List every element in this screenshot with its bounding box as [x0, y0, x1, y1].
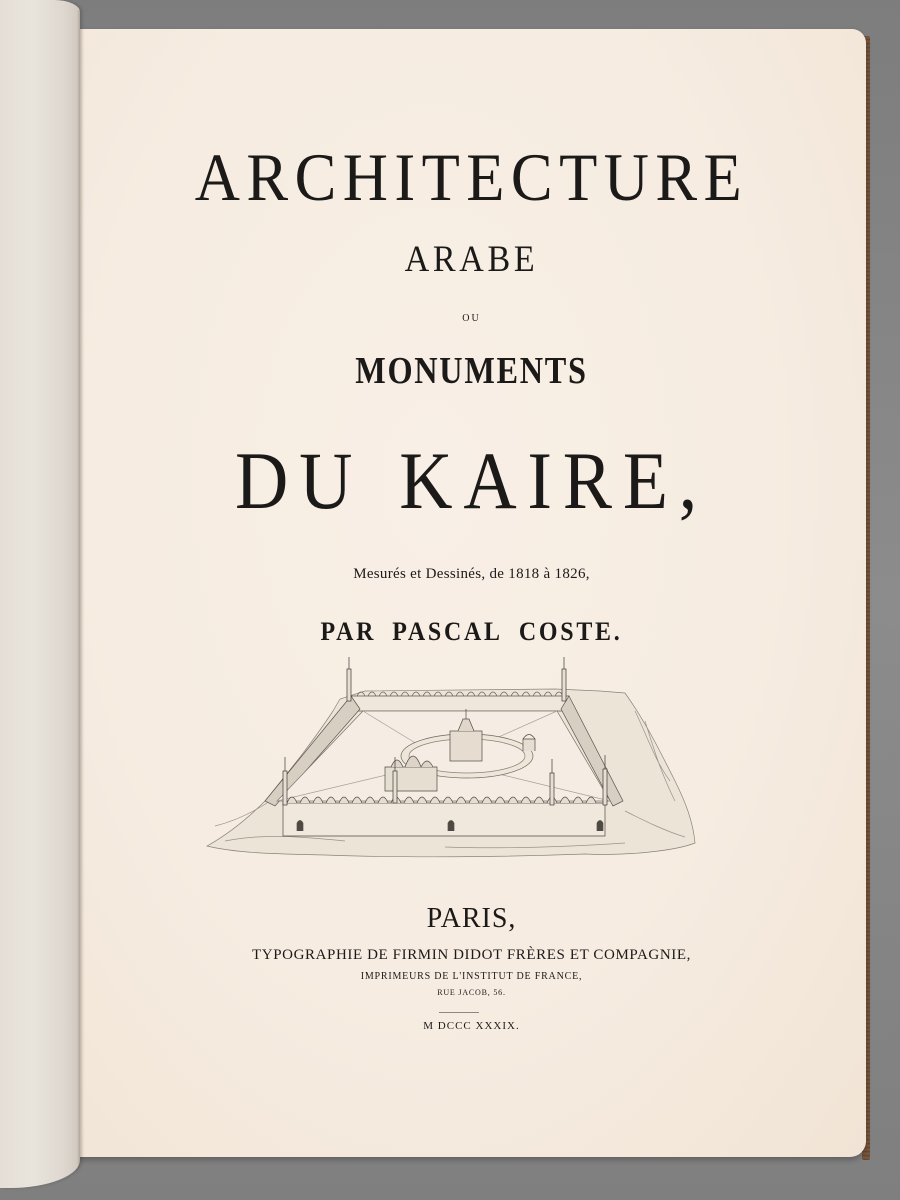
title-page	[77, 29, 866, 1157]
previous-page-curl	[0, 0, 80, 1188]
imprint-date: M DCCC XXXIX.	[423, 1020, 520, 1032]
imprint-printers: IMPRIMEURS DE L'INSTITUT DE FRANCE,	[360, 971, 583, 982]
title-architecture: ARCHITECTURE	[194, 139, 749, 215]
title-monuments: MONUMENTS	[355, 350, 588, 392]
author-prefix: PAR	[320, 617, 377, 646]
title-arabe: ARABE	[404, 239, 539, 280]
title-kaire: KAIRE,	[399, 435, 708, 526]
author-last-name: COSTE.	[518, 617, 623, 646]
author-first-name: PASCAL	[392, 617, 503, 646]
title-du: DU	[235, 435, 364, 526]
subtitle-measured-drawn: Mesurés et Dessinés, de 1818 à 1826,	[353, 566, 590, 582]
page-edge-shadow	[77, 10, 80, 1168]
imprint-city: PARIS,	[426, 903, 517, 934]
divider-rule	[439, 1012, 479, 1013]
title-du-kaire	[116, 435, 826, 526]
title-conjunction: OU	[462, 313, 481, 324]
imprint-publisher: TYPOGRAPHIE DE FIRMIN DIDOT FRÈRES ET COMPAGNIE,	[252, 947, 691, 963]
imprint-address: RUE JACOB, 56.	[437, 988, 506, 997]
mosque-engraving-icon	[205, 651, 697, 861]
author-line	[109, 619, 835, 645]
